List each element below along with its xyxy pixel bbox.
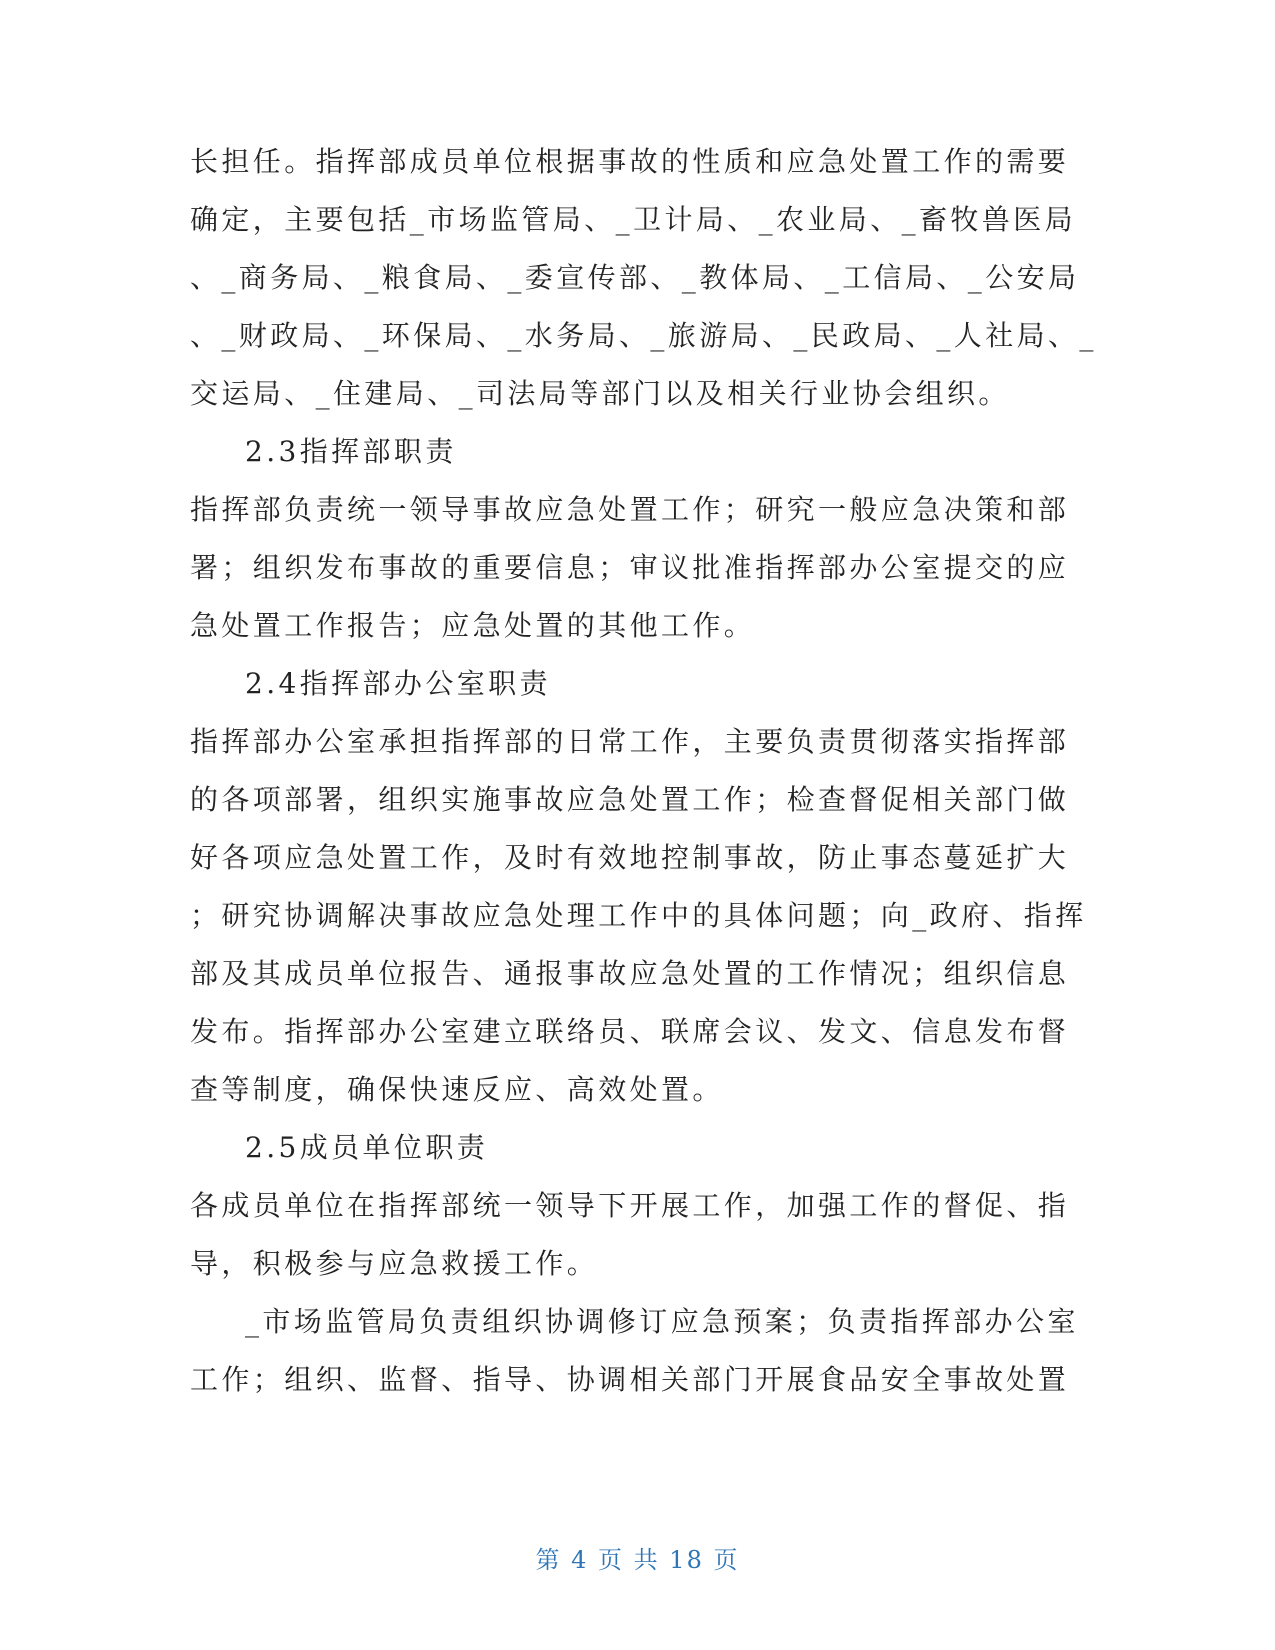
text-line: 各成员单位在指挥部统一领导下开展工作，加强工作的督促、指: [190, 1189, 1070, 1222]
text-line: ；研究协调解决事故应急处理工作中的具体问题；向_政府、指挥: [190, 899, 1087, 932]
text-line: _市场监管局负责组织协调修订应急预案；负责指挥部办公室: [245, 1305, 1079, 1338]
text-line: 长担任。指挥部成员单位根据事故的性质和应急处置工作的需要: [190, 145, 1070, 178]
text-line: 、_商务局、_粮食局、_委宣传部、_教体局、_工信局、_公安局: [190, 261, 1080, 294]
text-line: 工作；组织、监督、指导、协调相关部门开展食品安全事故处置: [190, 1363, 1070, 1396]
text-line: 交运局、_住建局、_司法局等部门以及相关行业协会组织。: [190, 377, 1010, 410]
section-heading: 2.4指挥部办公室职责: [245, 667, 551, 700]
text-line: 查等制度，确保快速反应、高效处置。: [190, 1073, 724, 1106]
section-heading: 2.3指挥部职责: [245, 435, 457, 468]
text-line: 导，积极参与应急救援工作。: [190, 1247, 599, 1280]
text-line: 急处置工作报告；应急处置的其他工作。: [190, 609, 756, 642]
text-line: 、_财政局、_环保局、_水务局、_旅游局、_民政局、_人社局、_: [190, 319, 1097, 352]
text-line: 部及其成员单位报告、通报事故应急处置的工作情况；组织信息: [190, 957, 1070, 990]
text-line: 确定，主要包括_市场监管局、_卫计局、_农业局、_畜牧兽医局: [190, 203, 1077, 236]
text-line: 指挥部负责统一领导事故应急处置工作；研究一般应急决策和部: [190, 493, 1070, 526]
text-line: 好各项应急处置工作，及时有效地控制事故，防止事态蔓延扩大: [190, 841, 1070, 874]
page-number-footer: 第 4 页 共 18 页: [535, 1546, 740, 1574]
text-line: 署；组织发布事故的重要信息；审议批准指挥部办公室提交的应: [190, 551, 1070, 584]
text-line: 的各项部署，组织实施事故应急处置工作；检查督促相关部门做: [190, 783, 1070, 816]
text-line: 指挥部办公室承担指挥部的日常工作，主要负责贯彻落实指挥部: [190, 725, 1070, 758]
text-line: 发布。指挥部办公室建立联络员、联席会议、发文、信息发布督: [190, 1015, 1070, 1048]
section-heading: 2.5成员单位职责: [245, 1131, 489, 1164]
